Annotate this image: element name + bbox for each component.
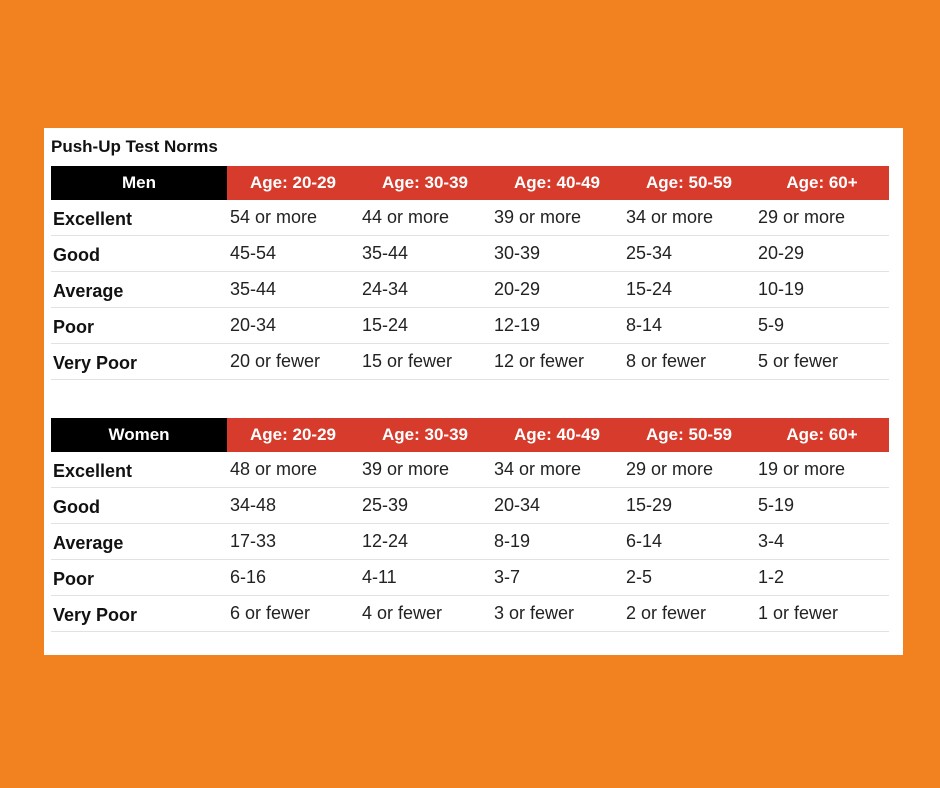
- men-header-label: Men: [51, 166, 227, 200]
- table-cell: 12-24: [362, 531, 409, 551]
- table-cell: 44 or more: [362, 207, 450, 227]
- table-cell: 30-39: [494, 243, 541, 263]
- table-cell: 35-44: [230, 279, 277, 299]
- age-header: Age: 30-39: [382, 425, 468, 444]
- table-cell: 48 or more: [230, 459, 318, 479]
- age-header: Age: 50-59: [646, 173, 732, 192]
- table-cell: 29 or more: [758, 207, 846, 227]
- men-norms-table: [51, 166, 889, 380]
- table-row: [51, 596, 889, 632]
- women-norms-table: [51, 418, 889, 632]
- age-header: Age: 20-29: [250, 425, 336, 444]
- table-cell: 54 or more: [230, 207, 318, 227]
- age-header: Age: 20-29: [250, 173, 336, 192]
- table-cell: 34-48: [230, 495, 277, 515]
- table-cell: 20 or fewer: [230, 351, 321, 371]
- age-header-group: [227, 166, 889, 200]
- table-cell: 2 or fewer: [626, 603, 707, 623]
- age-header: Age: 40-49: [514, 425, 600, 444]
- table-cell: 20-29: [758, 243, 805, 263]
- table-row: [51, 200, 889, 236]
- table-cell: 20-34: [494, 495, 541, 515]
- norms-card: [44, 128, 903, 655]
- table-cell: 4-11: [362, 567, 397, 587]
- rating-label: Excellent: [53, 461, 133, 481]
- table-row: [51, 560, 889, 596]
- table-cell: 20-34: [230, 315, 277, 335]
- table-cell: 19 or more: [758, 459, 846, 479]
- table-cell: 3 or fewer: [494, 603, 575, 623]
- table-cell: 8-14: [626, 315, 663, 335]
- table-cell: 34 or more: [494, 459, 582, 479]
- table-cell: 4 or fewer: [362, 603, 443, 623]
- women-header-label: Women: [51, 418, 227, 452]
- table-cell: 25-39: [362, 495, 409, 515]
- table-cell: 15-29: [626, 495, 673, 515]
- table-row: [51, 236, 889, 272]
- table-cell: 6 or fewer: [230, 603, 311, 623]
- table-row: [51, 272, 889, 308]
- table-row: [51, 524, 889, 560]
- table-cell: 39 or more: [362, 459, 450, 479]
- rating-label: Poor: [53, 317, 95, 337]
- rating-label: Very Poor: [53, 605, 138, 625]
- table-cell: 8 or fewer: [626, 351, 707, 371]
- age-header: Age: 60+: [786, 425, 858, 444]
- table-cell: 1 or fewer: [758, 603, 839, 623]
- rating-label: Poor: [53, 569, 95, 589]
- table-cell: 17-33: [230, 531, 277, 551]
- table-cell: 5-19: [758, 495, 795, 515]
- age-header: Age: 60+: [786, 173, 858, 192]
- table-cell: 6-14: [626, 531, 663, 551]
- table-cell: 20-29: [494, 279, 541, 299]
- table-row: [51, 344, 889, 380]
- table-row: [51, 308, 889, 344]
- table-cell: 35-44: [362, 243, 409, 263]
- table-row: [51, 488, 889, 524]
- table-cell: 24-34: [362, 279, 409, 299]
- table-cell: 12 or fewer: [494, 351, 585, 371]
- table-row: [51, 452, 889, 488]
- rating-label: Very Poor: [53, 353, 138, 373]
- table-cell: 2-5: [626, 567, 653, 587]
- table-cell: 15-24: [626, 279, 673, 299]
- table-cell: 8-19: [494, 531, 531, 551]
- women-header-row: [51, 418, 889, 452]
- table-cell: 45-54: [230, 243, 277, 263]
- rating-label: Good: [53, 497, 100, 517]
- table-cell: 29 or more: [626, 459, 714, 479]
- age-header-group: [227, 418, 889, 452]
- table-cell: 15 or fewer: [362, 351, 453, 371]
- page-title: Push-Up Test Norms: [51, 137, 218, 156]
- table-cell: 3-7: [494, 567, 521, 587]
- table-cell: 34 or more: [626, 207, 714, 227]
- age-header: Age: 30-39: [382, 173, 468, 192]
- age-header: Age: 50-59: [646, 425, 732, 444]
- age-header: Age: 40-49: [514, 173, 600, 192]
- rating-label: Average: [53, 281, 124, 301]
- rating-label: Excellent: [53, 209, 133, 229]
- table-cell: 3-4: [758, 531, 785, 551]
- table-cell: 1-2: [758, 567, 785, 587]
- table-cell: 25-34: [626, 243, 673, 263]
- table-cell: 10-19: [758, 279, 805, 299]
- table-cell: 12-19: [494, 315, 541, 335]
- rating-label: Average: [53, 533, 124, 553]
- table-cell: 5 or fewer: [758, 351, 839, 371]
- table-cell: 39 or more: [494, 207, 582, 227]
- rating-label: Good: [53, 245, 100, 265]
- table-cell: 15-24: [362, 315, 409, 335]
- table-cell: 5-9: [758, 315, 785, 335]
- table-cell: 6-16: [230, 567, 267, 587]
- men-header-row: [51, 166, 889, 200]
